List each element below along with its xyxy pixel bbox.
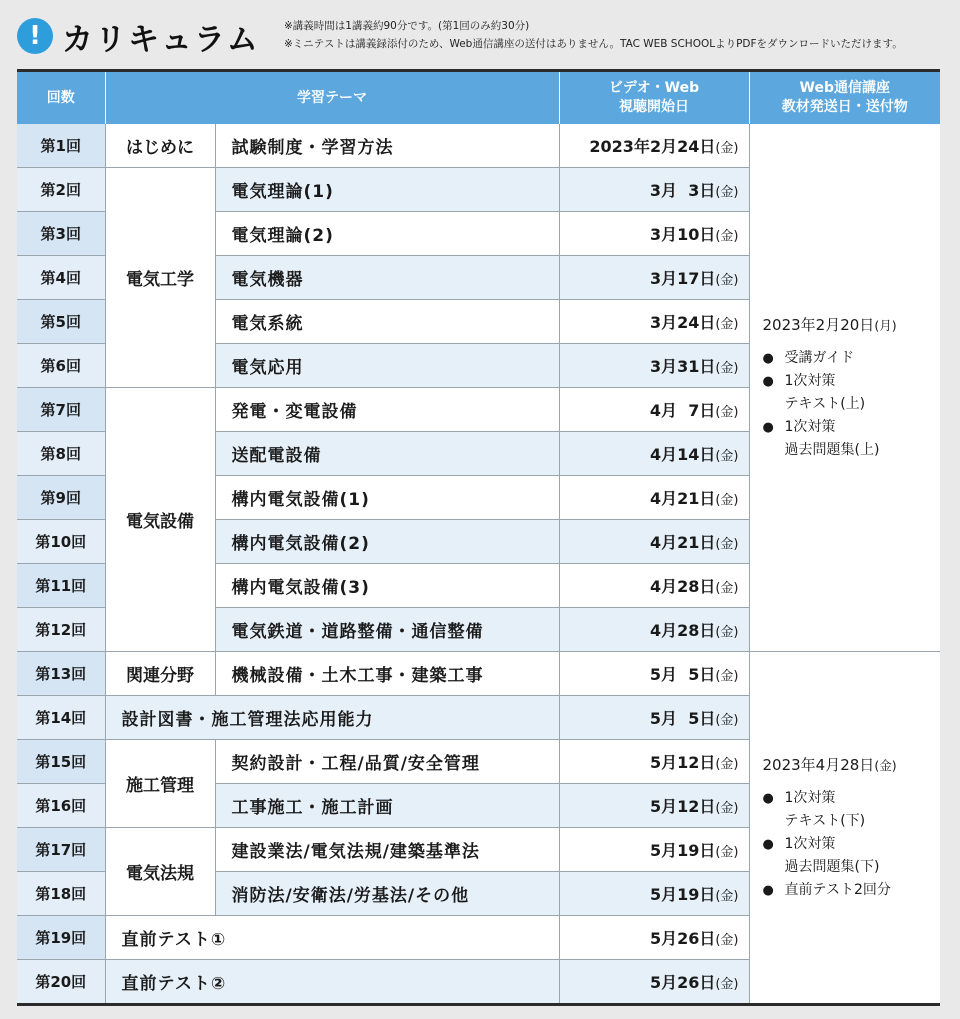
- session-number: 第17回: [17, 828, 105, 872]
- table-header-row: [17, 71, 940, 125]
- date-cell: 5月19日(金): [559, 828, 749, 872]
- date-cell: [559, 124, 749, 168]
- col-header-num: 回数: [17, 71, 105, 125]
- theme-cell: 設計図書・施工管理法応用能力: [105, 696, 559, 740]
- theme-cell: 構内電気設備(2): [215, 520, 559, 564]
- category-cell: 電気法規: [105, 828, 215, 916]
- session-number: 第6回: [17, 344, 105, 388]
- session-number: 第4回: [17, 256, 105, 300]
- category-cell: 電気工学: [105, 168, 215, 388]
- session-number: 第15回: [17, 740, 105, 784]
- page-title: カリキュラム: [62, 22, 260, 58]
- theme-cell: 電気理論(1): [215, 168, 559, 212]
- date-cell: 5月19日(金): [559, 872, 749, 916]
- date-cell: 4月14日(金): [559, 432, 749, 476]
- theme-cell: 建設業法/電気法規/建築基準法: [215, 828, 559, 872]
- session-number: 第12回: [17, 608, 105, 652]
- shipment-item: ● 直前テスト2回分: [763, 879, 941, 902]
- theme-cell: 電気系統: [215, 300, 559, 344]
- theme-cell: 直前テスト①: [105, 916, 559, 960]
- category-cell: 施工管理: [105, 740, 215, 828]
- date-cell: 4月28日(金): [559, 564, 749, 608]
- date-cell: 3月24日(金): [559, 300, 749, 344]
- page-header: [0, 0, 960, 66]
- session-number: 第14回: [17, 696, 105, 740]
- table-row: [17, 652, 940, 696]
- session-number: 第10回: [17, 520, 105, 564]
- theme-cell: 契約設計・工程/品質/安全管理: [215, 740, 559, 784]
- date-cell: 5月26日(金): [559, 916, 749, 960]
- shipment-item: ● 1次対策 テキスト(上): [763, 370, 941, 416]
- date-cell: 5月12日(金): [559, 740, 749, 784]
- shipment-cell-2: [749, 652, 940, 1005]
- theme-cell: 電気応用: [215, 344, 559, 388]
- category-cell: はじめに: [105, 124, 215, 168]
- theme-cell: 工事施工・施工計画: [215, 784, 559, 828]
- theme-cell: 構内電気設備(1): [215, 476, 559, 520]
- session-number: 第1回: [17, 124, 105, 168]
- theme-cell: 消防法/安衛法/労基法/その他: [215, 872, 559, 916]
- date-value: 2023年2月24日: [589, 137, 716, 156]
- col-header-web: Web通信講座 教材発送日・送付物: [749, 71, 940, 125]
- session-number: 第3回: [17, 212, 105, 256]
- notes: [284, 17, 903, 53]
- theme-cell: 構内電気設備(3): [215, 564, 559, 608]
- theme-cell: 発電・変電設備: [215, 388, 559, 432]
- shipment-date: 2023年2月20日(月): [762, 315, 897, 334]
- shipment-item: ● 1次対策 過去問題集(上): [763, 416, 941, 462]
- shipment-cell-1: [749, 124, 940, 652]
- session-number: 第20回: [17, 960, 105, 1005]
- session-number: 第9回: [17, 476, 105, 520]
- theme-cell: 機械設備・土木工事・建築工事: [215, 652, 559, 696]
- date-cell: 5月12日(金): [559, 784, 749, 828]
- curriculum-table: [17, 69, 940, 1006]
- theme-cell: 直前テスト②: [105, 960, 559, 1005]
- session-number: 第13回: [17, 652, 105, 696]
- shipment-item: ● 1次対策 過去問題集(下): [763, 833, 941, 879]
- shipment-item: ● 受講ガイド: [763, 347, 941, 370]
- exclamation-icon: !: [17, 18, 53, 54]
- session-number: 第16回: [17, 784, 105, 828]
- session-number: 第19回: [17, 916, 105, 960]
- theme-cell: 電気機器: [215, 256, 559, 300]
- col-header-video: ビデオ・Web 視聴開始日: [559, 71, 749, 125]
- session-number: 第11回: [17, 564, 105, 608]
- session-number: 第7回: [17, 388, 105, 432]
- theme-cell: 試験制度・学習方法: [215, 124, 559, 168]
- date-cell: 4月28日(金): [559, 608, 749, 652]
- session-number: 第18回: [17, 872, 105, 916]
- session-number: 第5回: [17, 300, 105, 344]
- session-number: 第2回: [17, 168, 105, 212]
- theme-cell: 電気理論(2): [215, 212, 559, 256]
- date-cell: 3月 3日(金): [559, 168, 749, 212]
- date-cell: 3月17日(金): [559, 256, 749, 300]
- date-cell: 5月 5日(金): [559, 696, 749, 740]
- date-cell: 3月31日(金): [559, 344, 749, 388]
- date-cell: 4月21日(金): [559, 476, 749, 520]
- theme-cell: 送配電設備: [215, 432, 559, 476]
- category-cell: 電気設備: [105, 388, 215, 652]
- date-cell: 5月 5日(金): [559, 652, 749, 696]
- shipment-item: ● 1次対策 テキスト(下): [763, 787, 941, 833]
- category-cell: 関連分野: [105, 652, 215, 696]
- date-cell: 4月 7日(金): [559, 388, 749, 432]
- date-dow: (金): [715, 141, 739, 156]
- date-cell: 5月26日(金): [559, 960, 749, 1005]
- shipment-date: 2023年4月28日(金): [762, 755, 897, 774]
- note-2: ※ミニテストは講義録添付のため、Web通信講座の送付はありません。TAC WEB SCHOOLよりPDFをダウンロードいただけます。: [284, 38, 903, 50]
- session-number: 第8回: [17, 432, 105, 476]
- date-cell: 4月21日(金): [559, 520, 749, 564]
- theme-cell: 電気鉄道・道路整備・通信整備: [215, 608, 559, 652]
- table-row: [17, 124, 940, 168]
- date-cell: 3月10日(金): [559, 212, 749, 256]
- note-1: ※講義時間は1講義約90分です。(第1回のみ約30分): [284, 20, 530, 32]
- col-header-theme: 学習テーマ: [105, 71, 559, 125]
